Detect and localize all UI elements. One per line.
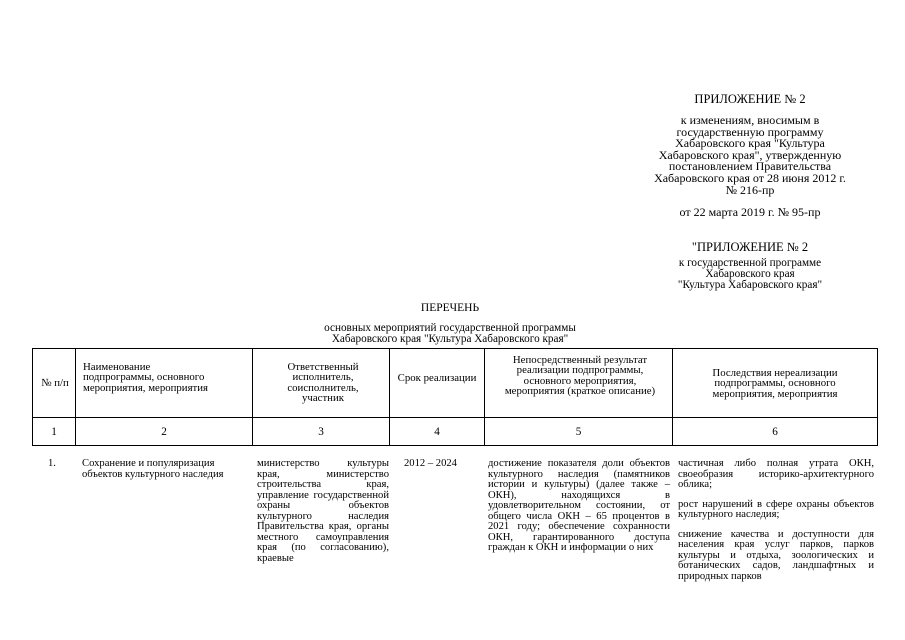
header-name: Наименование подпрограммы, основного мероприятия, мероприятия <box>83 361 209 394</box>
consequence-item: снижение качества и доступности для населения края услуг парков, парков культуры и отдыха, зоологических и ботанических садов, ландшафтных и природных парков <box>678 528 874 582</box>
header-executor: Ответственный исполнитель, соисполнитель, участник <box>287 361 359 405</box>
column-number: 5 <box>575 426 582 438</box>
list-subtitle-line: Хабаровского края "Культура Хабаровского края" <box>331 332 569 345</box>
appendix-line: Хабаровского края", утвержденную <box>658 147 842 162</box>
list-subtitle <box>295 323 605 344</box>
program-appendix-line: "Культура Хабаровского края" <box>677 278 823 291</box>
row-divider <box>33 417 877 418</box>
program-appendix-line: Хабаровского края <box>705 267 795 280</box>
appendix-line: Хабаровского края от 28 июня 2012 г. <box>654 170 846 185</box>
program-appendix-description <box>650 258 850 290</box>
appendix-line: государственную программу <box>676 124 824 139</box>
row-result: достижение показателя доли объектов культурного наследия (памятников истории и культуры) (далее также – ОКН), находящихся в удовлетворительном состоянии, от общего числа ОКН – 65 процентов в 2021 году; обеспечение сохранности ОКН, гарантированного доступа граждан к ОКН и информации о них <box>488 458 670 553</box>
column-number: 4 <box>434 426 440 438</box>
row-executor: министерство культуры края, министерство строительства края, управление государственной охраны объектов культурного наследия Правительства края, органы местного самоуправления края (по согласованию), краевые <box>257 458 389 564</box>
list-subtitle-line: основных мероприятий государственной программы <box>324 322 576 334</box>
program-appendix-line: к государственной программе <box>678 257 822 269</box>
appendix-line: № 216-пр <box>725 182 775 197</box>
consequence-item: частичная либо полная утрата ОКН, своеобразия историко-архитектурного облика; <box>678 458 874 490</box>
column-number: 1 <box>51 426 57 438</box>
appendix-header <box>620 92 880 219</box>
header-result: Непосредственный результат реализации подпрограммы, основного мероприятия, мероприятия (краткое описание) <box>504 354 656 398</box>
appendix-line: к изменениям, вносимым в <box>680 113 820 127</box>
row-period: 2012 – 2024 <box>404 458 457 469</box>
column-number: 3 <box>318 426 324 438</box>
appendix-date: от 22 марта 2019 г. № 95-пр <box>679 205 821 220</box>
appendix-line: постановлением Правительства <box>668 159 832 174</box>
list-title: ПЕРЕЧЕНЬ <box>420 302 480 314</box>
program-appendix-title: "ПРИЛОЖЕНИЕ № 2 <box>691 240 809 254</box>
appendix-description <box>620 115 880 196</box>
header-period: Срок реализации <box>397 372 477 384</box>
measures-table-header <box>32 348 878 446</box>
column-number: 2 <box>161 426 167 438</box>
row-name: Сохранение и популяризация объектов культурного наследия <box>82 458 224 480</box>
row-number: 1. <box>48 458 56 469</box>
appendix-title: ПРИЛОЖЕНИЕ № 2 <box>694 92 806 106</box>
header-consequences: Последствия нереализации подпрограммы, основного мероприятия, мероприятия <box>712 367 838 400</box>
consequence-item: рост нарушений в сфере охраны объектов культурного наследия; <box>678 498 874 520</box>
row-consequences <box>678 459 874 582</box>
column-number: 6 <box>772 426 778 438</box>
header-num: № п/п <box>41 377 69 389</box>
appendix-line: Хабаровского края "Культура <box>675 136 825 151</box>
program-appendix <box>650 240 850 290</box>
